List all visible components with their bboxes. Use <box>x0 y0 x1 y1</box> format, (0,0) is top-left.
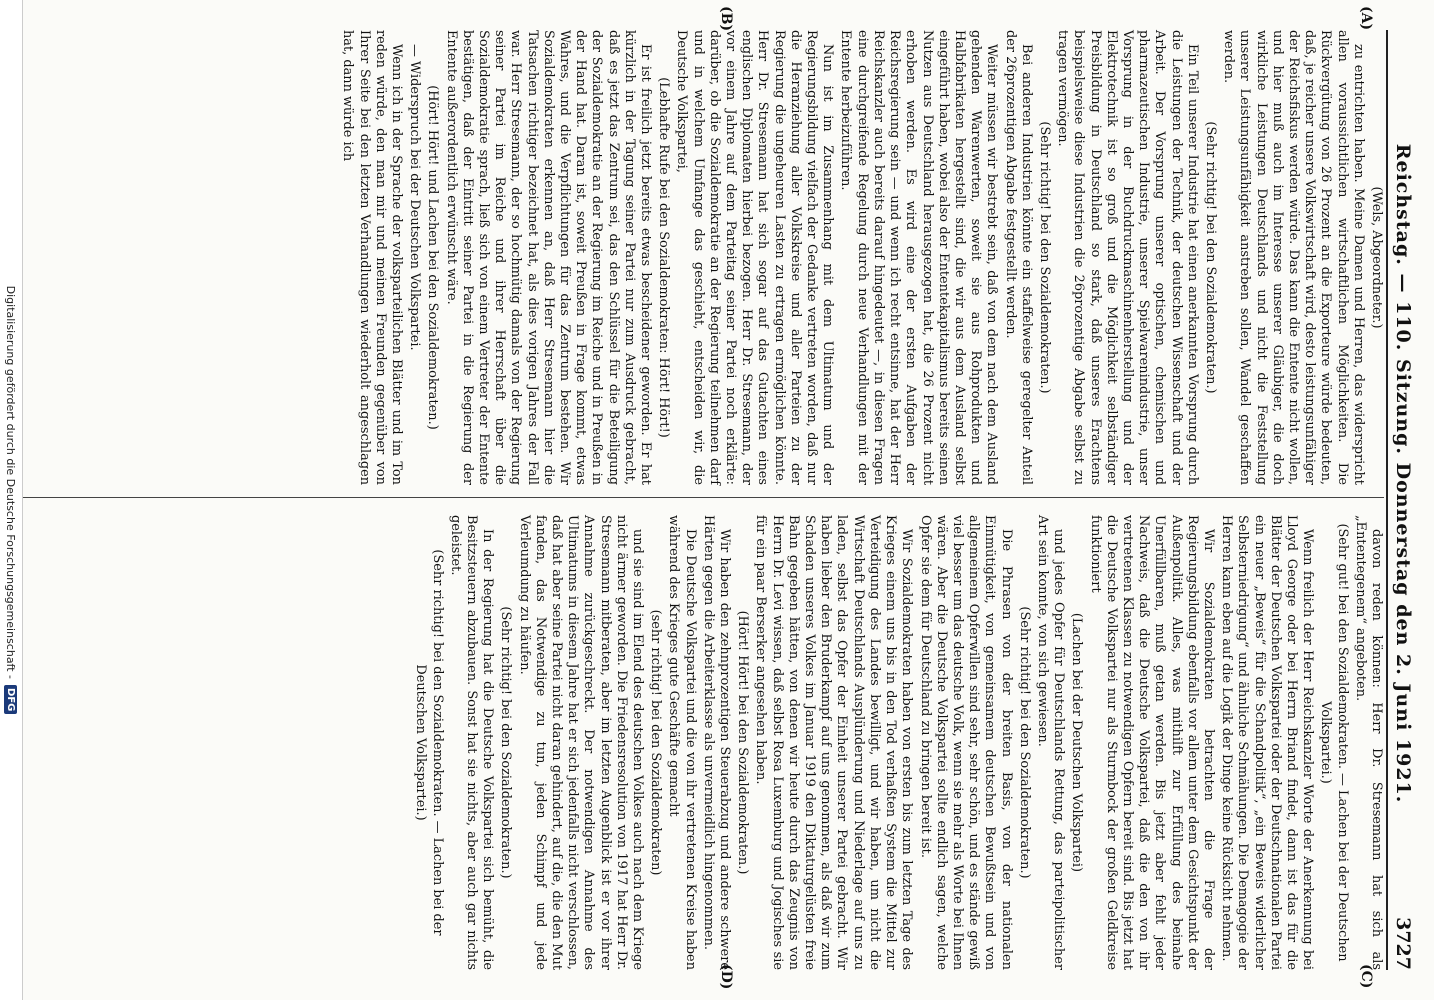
paragraph: und sie sind im Elend des deutschen Volkes auch nach dem Kriege nicht ärmer geworden. Die Friedensresolution von 1917 hat Herr Dr. Stresemann mitberaten, aber im letzten Augenblick ist er vor ihrer Annahme zurückgeschreckt. Der notwendigen Annahme des Ultimatums in diesem Jahre hat er sich jedenfalls nicht verschlossen, daß hat aber seine Partei nicht daran gehindert, auf die, die den Mut fanden, das Notwendige zu tun, jeden Schimpf und jede Verleumdung zu häufen. <box>516 515 646 970</box>
left-text-column <box>337 30 1384 485</box>
digitization-footer <box>0 0 23 1000</box>
margin-marker-b: (B) <box>718 6 734 32</box>
paragraph: (Sehr richtig! bei den Sozialdemokraten.) <box>1202 121 1218 394</box>
paragraph: (Lachen bei der Deutschen Volkspartei) <box>1069 612 1085 873</box>
paragraph: Bei anderen Industrien könnte ein staffelweise geregelter Anteil der 26prozentigen Abgabe festgestellt werden. <box>1002 30 1034 485</box>
paragraph: Die Deutsche Volkspartei und die von ihr vertretenen Kreise haben während des Krieges gute Geschäfte gemacht <box>666 515 698 970</box>
page-header <box>1386 30 1420 970</box>
paragraph: (Hört! Hört! bei den Sozialdemokraten.) <box>735 610 751 875</box>
dfg-logo: DFG <box>5 685 18 714</box>
paragraph: (Sehr richtig! bei den Sozialdemokraten.) <box>498 606 514 879</box>
page-number: 3727 <box>1392 917 1414 970</box>
paragraph: (Hört! Hört! und Lachen bei den Sozialdemokraten.) <box>425 85 441 430</box>
margin-marker-a: (A) <box>1358 6 1374 31</box>
margin-marker-c: (C) <box>1358 964 1374 989</box>
paragraph: (Sehr richtig! bei den Sozialdemokraten.) <box>1036 121 1052 394</box>
right-text-column <box>410 515 1384 970</box>
paragraph: davon reden können: Herr Dr. Stresemann hat sich als „Ententegenem“ angeboten. <box>1352 515 1384 970</box>
paragraph: Weiter müssen wir bestrebt sein, daß von dem nach dem Ausland gehenden Warenwerten, soweit sie aus Rohprodukten und Halbfabrikaten hergestellt sind, die wir aus dem Ausland selbst eingeführt haben, wobei also der Ententekapitalismus bereits seinen Nutzen aus Deutschland herausgezogen hat, die 26 Prozent nicht erhoben werden. Es wird eine der ersten Aufgaben der Reichsregierung sein — und wenn ich recht entsinne, hat der Herr Reichskanzler auch bereits darauf hingedeutet —, in diesen Fragen eine durchgreifende Regelung durch neue Verhandlungen mit der Entente herbeizuführen. <box>838 30 1000 485</box>
paragraph: — Widerspruch bei der Deutschen Volkspartei. <box>407 44 423 351</box>
paragraph: (Sehr gut! bei den Sozialdemokraten. — Lachen bei der Deutschen Volkspartei.) <box>1318 523 1350 962</box>
paragraph: In der Regierung hat die Deutsche Volkspartei sich bemüht, die Besitzsteuern abzubauen. Sonst hat sie nichts, aber auch gar nichts geleistet. <box>447 515 496 970</box>
footer-text: Digitalisierung gefördert durch die Deutsche Forschungsgemeinschaft - <box>4 285 18 680</box>
paragraph: zu entrichten haben. Meine Damen und Herren, das widerspricht allen voraussichtlichen wirtschaftlichen Möglichkeiten. Die Rückvergütung von 26 Prozent an die Exporteure würde bedeuten, daß, je reicher unsere Volkswirtschaft wird, desto leistungsunfähiger der Reichsfiskus werden würde. Das kann die Entente nicht wollen, und hier muß auch im Interesse unserer Gläubiger, die doch wirkliche Leistungen Deutschlands und nicht die Feststellung unserer Leistungsunfähigkeit anstreben sollen, Wandel geschaffen werden. <box>1221 30 1366 485</box>
paragraph: (Sehr richtig! bei den Sozialdemokraten.) <box>1016 606 1032 879</box>
paragraph: (sehr richtig! bei den Sozialdemokraten) <box>648 609 664 876</box>
paragraph: (Wels, Abgeordneter.) <box>1369 186 1384 329</box>
margin-marker-d: (D) <box>718 964 734 990</box>
paragraph: Wir haben den zehnprozentigen Steuerabzug und andere schwere Härten gegen die Arbeiterklasse als unvermeidlich hingenommen. <box>700 515 733 970</box>
paragraph: (Lebhafte Rufe bei den Sozialdemokraten: Hört! Hört!) <box>656 77 672 438</box>
paragraph: Wir Sozialdemokraten betrachten die Frage der Regierungsbildung ebenfalls vor allem unter dem Gesichtspunkt der Außenpolitik. Alles, was mithilft zur Erfüllung des beinahe Unerfüllbaren, muß getan werden. Bis jetzt aber fehlt jeder Nachweis, daß die Deutsche Volkspartei, daß die den von ihr vertretenen Klassen zu notwendigen Opfern bereit sind. Bis jetzt hat die Deutsche Volkspartei nur als Sturmbock der großen Geldkreise funktioniert <box>1087 515 1216 970</box>
paragraph: Wir Sozialdemokraten haben von ersten bis zum letzten Tage des Krieges einem uns bis in den Tod verhaßten System die Mittel zur Verteidigung des Landes bewilligt, und wir haben, um nicht die Wirtschaft Deutschlands Ausplünderung und Niederlage auf uns zu laden, selbst das Opfer der Einheit unserer Partei gebracht. Wir haben lieber den Bruderkampf auf uns genommen, als daß wir zum Schaden unseres Volkes im Januar 1919 den Diktaturgelüsten freie Bahn gegeben hätten, von denen wir heute durch das Zeugnis von Herrn Dr. Levi wissen, daß selbst Rosa Luxemburg und Jogisches sie für ein paar Berserker angesehen haben. <box>753 515 915 970</box>
paragraph: (Sehr richtig! bei den Sozialdemokraten. — Lachen bei der Deutschen Volkspartei.) <box>413 549 445 936</box>
paragraph: und jedes Opfer für Deutschlands Rettung, das parteipolitischer Art sein konnte, von sich gewiesen. <box>1034 515 1067 970</box>
paragraph: Nun ist im Zusammenhang mit dem Ultimatum und der Regierungsbildung vielfach der Gedanke vertreten worden, daß nur die Heranziehung aller Volkskreise und aller Parteien zu der Regierung die ungeheuren Lasten zu ertragen ermöglichen könnte. Herr Dr. Stresemann hat sich sogar auf das Gutachten eines englischen Diplomaten hierbei bezogen. Herr Dr. Stresemann, der vor einem Jahre auf dem Parteitag seiner Partei noch erklärte: darüber, ob die Sozialdemokratie an der Regierung teilnehmen darf und in welchem Umfange das geschieht, entscheiden wir, die Deutsche Volkspartei, <box>674 30 836 485</box>
column-divider <box>14 497 1384 498</box>
paragraph: Er ist freilich jetzt bereits etwas bescheidener geworden. Er hat kürzlich in der Tagung seiner Partei nur zum Ausdruck gebracht, daß es jetzt das Zentrum sei, das den Schlüssel für die Beteiligung der Sozialdemokratie an der Regierung im Reiche und in Preußen in der Hand hat. Daran ist, soweit Preußen in Frage kommt, etwas Wahres, und die Verpflichtungen für das Zentrum bestehen. Wir Sozialdemokraten erkennen an, daß Herr Stresemann hier die Tatsachen richtiger bezeichnet hat, als dies vorigen Jahres der Fall war. Herr Stresemann, der so hochmütig damals von der Regierung seiner Partei im Reiche und ihrer Herrschaft über die Sozialdemokratie sprach, ließ sich von einem Vertreter der Entente bestätigen, daß der Eintritt seiner Partei in die Regierung der Entente außerordentlich erwünscht wäre. <box>443 30 654 485</box>
page-title: Reichstag. — 110. Sitzung. Donnerstag den 2. Juni 1921. <box>1392 143 1414 804</box>
paragraph: Die Phrasen von der breiten Basis, von der nationalen Einmütigkeit, von gemeinsamem deutschen Bewußtsein und von allgemeinem Opferwillen sind sehr, sehr schön, und es stände gewiß viel besser um das deutsche Volk, wenn sie mehr als Worte bei Ihnen wären. Aber die Deutsche Volkspartei sollte endlich sagen, welche Opfer sie dem für Deutschland zu bringen bereit ist. <box>917 515 1014 970</box>
paragraph: Wenn freilich der Herr Reichskanzler Worte der Anerkennung bei Lloyd George oder bei Herrn Briand findet, dann ist das für die Blätter der Deutschen Volkspartei oder der Deutschnationalen Partei ein neuer „Beweis“ für die Schandpolitik“, „ein Beweis widerlicher Selbsterniedrigung“ und ähnliche Schmähungen. Die Demagogie der Herren kann eben auf die Logik der Dinge keine Rücksicht nehmen. <box>1219 515 1316 970</box>
paragraph: Wenn ich in der Sprache der volksparteilichen Blätter und im Ton reden würde, den man mir und meinen Freunden gegenüber von Ihrer Seite bei den letzten Verhandlungen wiederholt angeschlagen hat, dann würde ich <box>340 30 405 485</box>
paragraph: Ein Teil unserer Industrie hat einen anerkannten Vorsprung durch die Leistungen der Technik, der deutschen Wissenschaft und der Arbeit. Der Vorsprung unserer optischen, chemischen und pharmazeutischen Industrie, unserer Spielwarenindustrie, unser Vorsprung in der Buchdruckmaschinenherstellung und der Elektrotechnik ist so groß und die Möglichkeit selbständiger Preisbildung in Deutschland so stark, daß unseres Erachtens beispielsweise diese Industrien die 26prozentige Abgabe selbst zu tragen vermögen. <box>1055 30 1200 485</box>
